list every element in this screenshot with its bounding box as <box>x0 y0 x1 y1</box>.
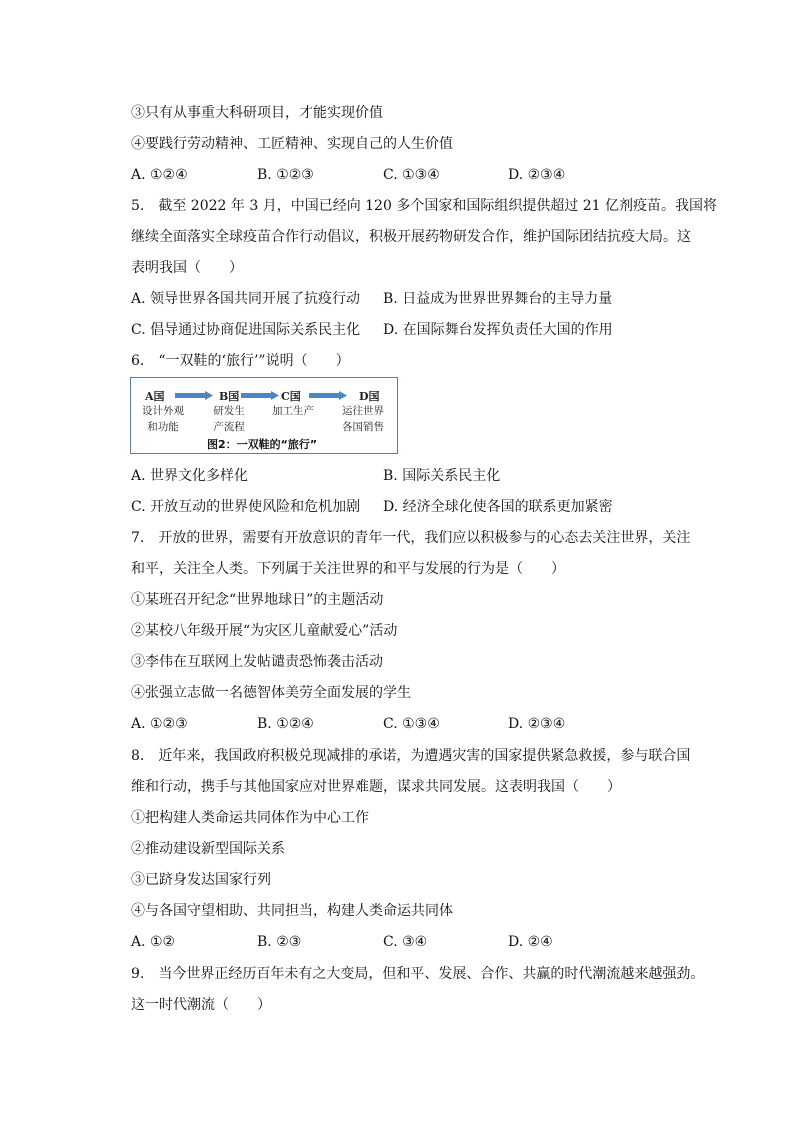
q7-statement-4: ④张强立志做一名德智体美劳全面发展的学生 <box>131 685 411 701</box>
option-a: A. ①②④ <box>131 167 188 183</box>
desc-b: 研发生 产流程 <box>213 405 245 433</box>
question-7-line2: 和平，关注全人类。下列属于关注世界的和平与发展的行为是（ ） <box>131 561 565 577</box>
q8-statement-4: ④与各国守望相助、共同担当，构建人类命运共同体 <box>131 903 453 919</box>
arrow-icon <box>175 391 213 400</box>
q7-statement-3: ③李伟在互联网上发帖谴责恐怖袭击活动 <box>131 654 383 670</box>
option-b: B. 日益成为世界世界舞台的主导力量 <box>383 291 613 307</box>
question-5-line1: 5. 截至 2022 年 3 月，中国已经向 120 多个国家和国际组织提供超过 21 亿剂疫苗。我国将 <box>131 198 718 214</box>
desc-a: 设计外观 和功能 <box>142 405 184 433</box>
option-c: C. 开放互动的世界使风险和危机加剧 <box>131 499 361 515</box>
option-b: B. 国际关系民主化 <box>383 468 501 484</box>
option-c: C. 倡导通过协商促进国际关系民主化 <box>131 322 361 338</box>
q7-statement-1: ①某班召开纪念“世界地球日”的主题活动 <box>131 592 384 608</box>
question-8-line1: 8. 近年来，我国政府积极兑现减排的承诺，为遭遇灾害的国家提供紧急救援，参与联合国 <box>131 748 691 764</box>
question-5-line2: 继续全面落实全球疫苗合作行动倡议，积极开展药物研发合作，维护国际团结抗疫大局。这 <box>131 229 691 245</box>
option-a: A. ①② <box>131 934 176 950</box>
q8-statement-3: ③已跻身发达国家行列 <box>131 872 271 888</box>
node-c: C国 <box>281 390 301 403</box>
q5-options-row1 <box>131 289 691 309</box>
question-9-line2: 这一时代潮流（ ） <box>131 997 271 1013</box>
option-c: C. ①③④ <box>383 716 440 732</box>
statement-4: ④要践行劳动精神、工匠精神、实现自己的人生价值 <box>131 136 453 152</box>
q8-statement-1: ①把构建人类命运共同体作为中心工作 <box>131 810 369 826</box>
option-d: D. ②③④ <box>508 716 566 732</box>
node-d: D国 <box>359 390 380 403</box>
node-b: B国 <box>219 390 240 403</box>
option-a: A. 世界文化多样化 <box>131 468 249 484</box>
question-9-line1: 9. 当今世界正经历百年未有之大变局，但和平、发展、合作、共赢的时代潮流越来越强劲。 <box>131 966 705 982</box>
q6-options-row2 <box>131 497 691 517</box>
option-b: B. ①②④ <box>257 716 314 732</box>
option-b: B. ①②③ <box>257 167 314 183</box>
node-a: A国 <box>145 390 165 403</box>
option-a: A. 领导世界各国共同开展了抗疫行动 <box>131 291 361 307</box>
question-6: 6. “一双鞋的‘旅行’”说明（ ） <box>131 353 350 369</box>
option-d: D. 在国际舞台发挥负责任大国的作用 <box>383 322 613 338</box>
option-d: D. ②④ <box>508 934 553 950</box>
arrow-icon <box>309 391 347 400</box>
question-5-line3: 表明我国（ ） <box>131 260 243 276</box>
q7-options <box>131 714 691 734</box>
statement-3: ③只有从事重大科研项目，才能实现价值 <box>131 105 383 121</box>
question-8-line2: 维和行动，携手与其他国家应对世界难题，谋求共同发展。这表明我国（ ） <box>131 779 621 795</box>
option-c: C. ①③④ <box>383 167 440 183</box>
q5-options-row2 <box>131 320 691 340</box>
option-a: A. ①②③ <box>131 716 188 732</box>
diagram-caption: 图2：一双鞋的“旅行” <box>207 438 318 451</box>
q8-statement-2: ②推动建设新型国际关系 <box>131 841 285 857</box>
option-d: D. ②③④ <box>508 167 566 183</box>
arrow-icon <box>241 391 279 400</box>
q8-options <box>131 932 691 952</box>
option-b: B. ②③ <box>257 934 302 950</box>
q6-options-row1 <box>131 466 691 486</box>
option-d: D. 经济全球化使各国的联系更加紧密 <box>383 499 613 515</box>
desc-d: 运往世界 各国销售 <box>342 405 384 433</box>
question-7-line1: 7. 开放的世界，需要有开放意识的青年一代，我们应以积极参与的心态去关注世界，关注 <box>131 530 691 546</box>
shoe-travel-diagram <box>130 377 398 454</box>
q4-options <box>131 165 691 185</box>
desc-c: 加工生产 <box>272 405 314 417</box>
q7-statement-2: ②某校八年级开展“为灾区儿童献爱心”活动 <box>131 623 398 639</box>
option-c: C. ③④ <box>383 934 428 950</box>
